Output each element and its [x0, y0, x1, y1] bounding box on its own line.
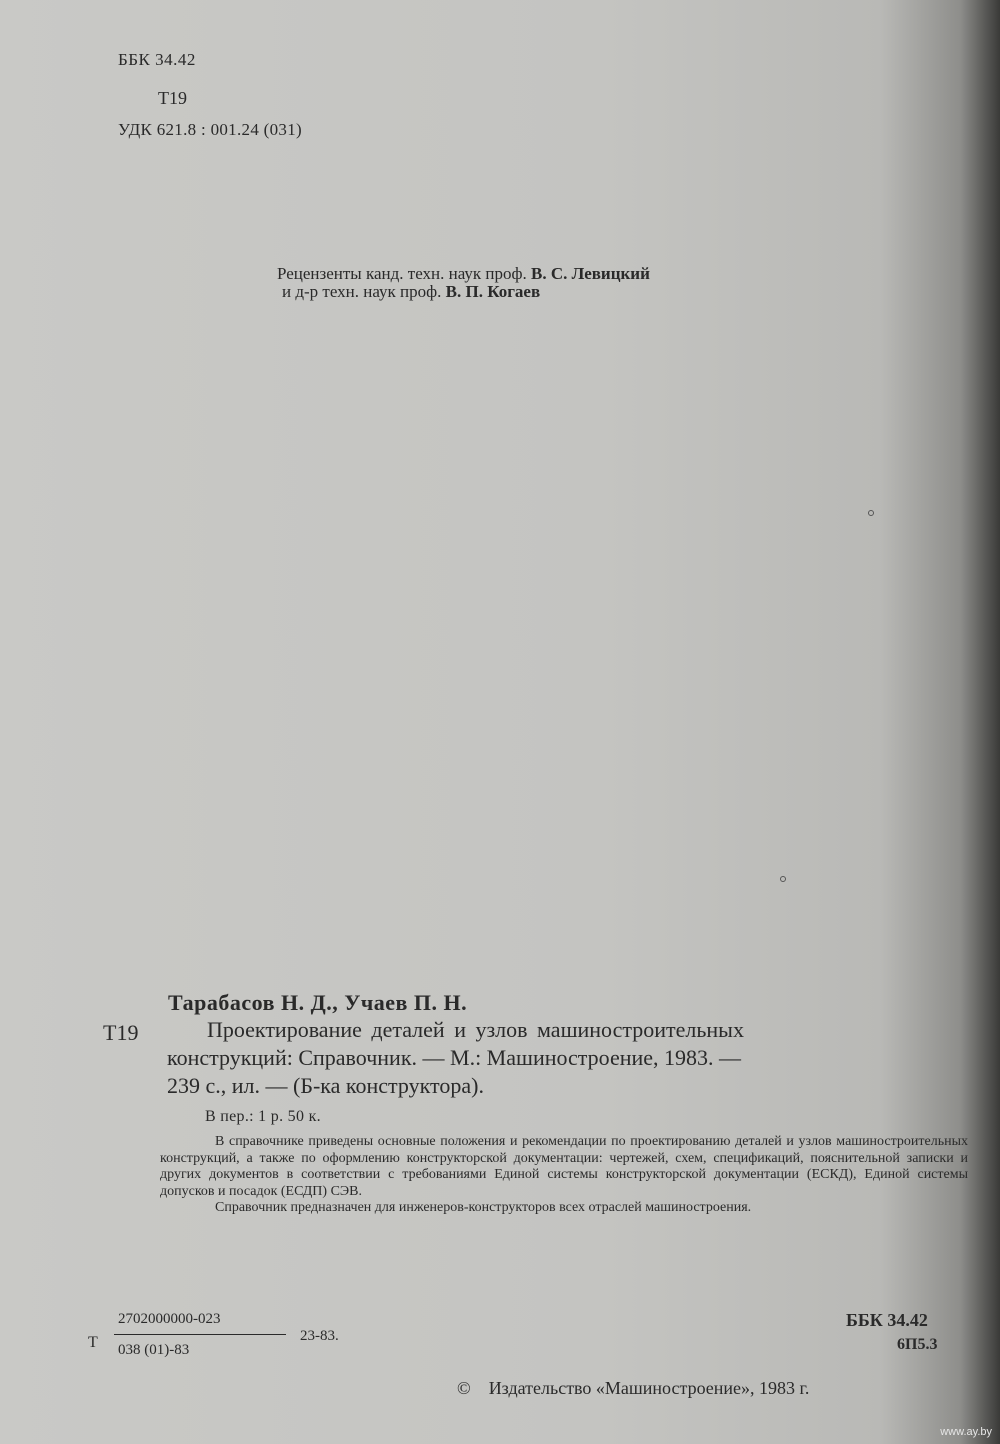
author-mark-top: Т19: [158, 88, 187, 108]
bbk-index-top: ББК 34.42: [118, 50, 196, 69]
copyright-icon: ©: [457, 1378, 471, 1398]
catalog-annotation: [160, 1134, 968, 1217]
reviewer-2-title: и д-р техн. наук проф.: [282, 282, 442, 301]
catalog-title-line-1: Проектирование деталей и узлов машиностроительных: [207, 1017, 744, 1042]
bbk-index-bottom: ББК 34.42: [846, 1310, 928, 1330]
reviewer-line-2: [282, 282, 540, 302]
annotation-paragraph-2: Справочник предназначен для инженеров-конструкторов всех отраслей машиностроения.: [215, 1200, 752, 1215]
catalog-authors: Тарабасов Н. Д., Учаев П. Н.: [168, 990, 468, 1015]
copyright-text: Издательство «Машиностроение», 1983 г.: [488, 1378, 810, 1398]
catalog-author-mark: Т19: [103, 1020, 139, 1045]
index-fraction-denominator: 038 (01)-83: [118, 1342, 190, 1358]
catalog-title-line-3: 239 с., ил. — (Б-ка конструктора).: [167, 1073, 484, 1098]
udk-index: УДК 621.8 : 001.24 (031): [118, 120, 302, 139]
watermark: www.ay.by: [940, 1426, 992, 1438]
catalog-title-line-2: конструкций: Справочник. — М.: Машиностроение, 1983. —: [167, 1045, 742, 1070]
reviewer-1-title: Рецензенты канд. техн. наук проф.: [277, 264, 527, 283]
copyright-line: [457, 1378, 809, 1399]
index-letter: Т: [88, 1334, 98, 1351]
reviewer-2-name: В. П. Когаев: [445, 282, 541, 301]
paper-speck: [780, 876, 786, 882]
catalog-price: В пер.: 1 р. 50 к.: [205, 1108, 321, 1125]
paper-speck: [868, 510, 874, 516]
index-fraction-numerator: 2702000000-023: [118, 1311, 221, 1327]
index-fraction-tail: 23-83.: [300, 1328, 339, 1344]
reviewer-1-name: В. С. Левицкий: [531, 264, 650, 283]
reviewer-line-1: [277, 264, 650, 284]
annotation-paragraph-1: В справочнике приведены основные положения и рекомендации по проектированию деталей и узлов машиностроительных конструкций, а также по оформлению конструкторской документации: чертежей, схем, спецификаций, пояснительной записки и других документов в соответствии с требованиями Единой системы конструкторской документации (ЕСКД), Единой системы допусков и посадок (ЕСДП) СЭВ.: [160, 1134, 968, 1199]
index-fraction-bar: [114, 1334, 286, 1335]
bbk-subindex-bottom: 6П5.3: [897, 1336, 938, 1353]
